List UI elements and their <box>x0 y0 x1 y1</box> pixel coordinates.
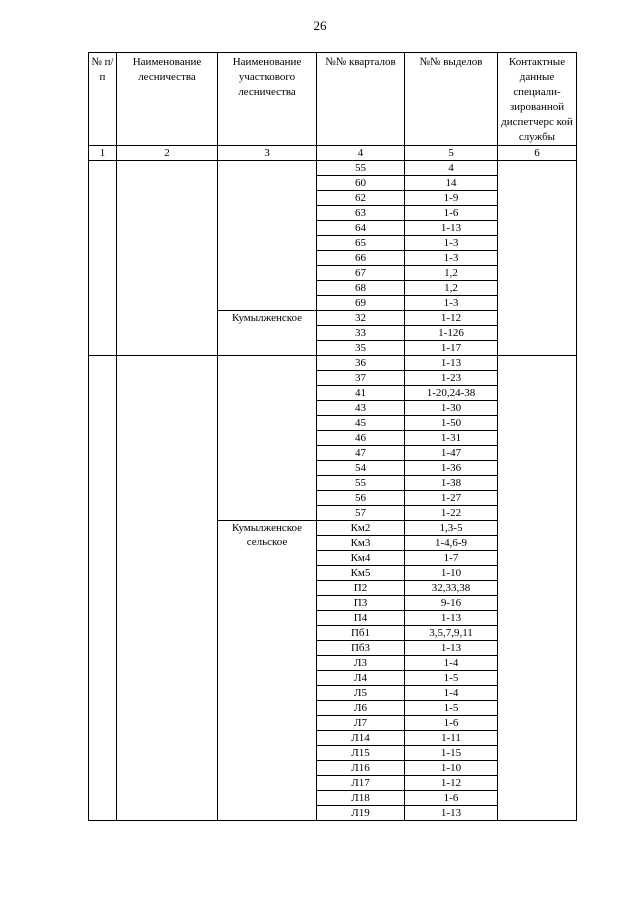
cell-plots: 1-27 <box>405 491 498 506</box>
cell-quarter: Км5 <box>317 566 405 581</box>
col-number: 4 <box>317 146 405 161</box>
header-contacts: Контактные данные специали-зированной диспетчерс кой службы <box>498 53 577 146</box>
cell-quarter: Л19 <box>317 806 405 821</box>
cell-plots: 1,2 <box>405 281 498 296</box>
cell-quarter: 66 <box>317 251 405 266</box>
cell-plots: 3,5,7,9,11 <box>405 626 498 641</box>
cell-quarter: 56 <box>317 491 405 506</box>
cell-plots: 1-22 <box>405 506 498 521</box>
cell-quarter: 65 <box>317 236 405 251</box>
cell-plots: 1-10 <box>405 566 498 581</box>
cell-quarter: 35 <box>317 341 405 356</box>
cell-quarter: 55 <box>317 476 405 491</box>
cell-plots: 1-3 <box>405 236 498 251</box>
cell-quarter: Л3 <box>317 656 405 671</box>
cell-quarter: 60 <box>317 176 405 191</box>
cell-district-forestry <box>218 161 317 311</box>
cell-plots: 1-11 <box>405 731 498 746</box>
cell-quarter: Л7 <box>317 716 405 731</box>
cell-plots: 1-13 <box>405 641 498 656</box>
cell-quarter: 68 <box>317 281 405 296</box>
cell-quarter: Км2 <box>317 521 405 536</box>
cell-quarter: 63 <box>317 206 405 221</box>
column-number-row <box>89 146 577 161</box>
col-number: 2 <box>117 146 218 161</box>
cell-plots: 1-20,24-38 <box>405 386 498 401</box>
cell-plots: 1-13 <box>405 356 498 371</box>
table-row <box>89 161 577 176</box>
cell-quarter: Л5 <box>317 686 405 701</box>
cell-plots: 9-16 <box>405 596 498 611</box>
cell-district-forestry-name <box>218 311 317 356</box>
page-number: 26 <box>313 18 327 33</box>
cell-plots: 1-4 <box>405 686 498 701</box>
cell-plots: 1-12 <box>405 776 498 791</box>
cell-quarter: П2 <box>317 581 405 596</box>
cell-quarter: 45 <box>317 416 405 431</box>
cell-plots: 1-3 <box>405 296 498 311</box>
header-row <box>89 53 577 146</box>
header-forestry-name: Наименование лесничества <box>117 53 218 146</box>
cell-quarter: Л18 <box>317 791 405 806</box>
cell-plots: 1-15 <box>405 746 498 761</box>
cell-quarter: Л15 <box>317 746 405 761</box>
cell-plots: 1-4,6-9 <box>405 536 498 551</box>
cell-quarter: Л6 <box>317 701 405 716</box>
cell-quarter: 46 <box>317 431 405 446</box>
header-district-forestry-name: Наименование участкового лесничества <box>218 53 317 146</box>
table-row <box>89 356 577 371</box>
cell-plots: 1-13 <box>405 611 498 626</box>
cell-quarter: 41 <box>317 386 405 401</box>
cell-district-forestry <box>218 356 317 521</box>
cell-quarter: Л16 <box>317 761 405 776</box>
cell-quarter: 69 <box>317 296 405 311</box>
cell-plots: 1-23 <box>405 371 498 386</box>
cell-plots: 1-50 <box>405 416 498 431</box>
header-quarters: №№ кварталов <box>317 53 405 146</box>
cell-forestry-name <box>117 161 218 356</box>
cell-contacts <box>498 356 577 821</box>
cell-quarter: 43 <box>317 401 405 416</box>
cell-plots: 14 <box>405 176 498 191</box>
cell-forestry-name <box>117 356 218 821</box>
cell-plots: 1-6 <box>405 791 498 806</box>
cell-quarter: Л14 <box>317 731 405 746</box>
col-number: 6 <box>498 146 577 161</box>
cell-quarter: 36 <box>317 356 405 371</box>
cell-quarter: 67 <box>317 266 405 281</box>
table-body <box>89 161 577 821</box>
cell-plots: 1-13 <box>405 806 498 821</box>
cell-quarter: П3 <box>317 596 405 611</box>
cell-plots: 1-9 <box>405 191 498 206</box>
cell-plots: 1-13 <box>405 221 498 236</box>
cell-quarter: 57 <box>317 506 405 521</box>
cell-plots: 1-10 <box>405 761 498 776</box>
cell-plots: 1-12 <box>405 311 498 326</box>
cell-plots: 1-30 <box>405 401 498 416</box>
header-plots: №№ выделов <box>405 53 498 146</box>
col-number: 5 <box>405 146 498 161</box>
cell-plots: 1-126 <box>405 326 498 341</box>
district-forestry-label: Кумылженское <box>231 522 303 534</box>
cell-plots: 1-7 <box>405 551 498 566</box>
cell-quarter: Пб1 <box>317 626 405 641</box>
district-forestry-label: сельское <box>246 536 288 548</box>
cell-number <box>89 161 117 356</box>
cell-quarter: Л4 <box>317 671 405 686</box>
cell-plots: 1-6 <box>405 206 498 221</box>
cell-plots: 1-47 <box>405 446 498 461</box>
forestry-table <box>88 52 577 821</box>
cell-plots: 1-6 <box>405 716 498 731</box>
cell-district-forestry-name <box>218 521 317 821</box>
cell-plots: 1,3-5 <box>405 521 498 536</box>
cell-plots: 1-31 <box>405 431 498 446</box>
cell-quarter: Л17 <box>317 776 405 791</box>
col-number: 3 <box>218 146 317 161</box>
cell-quarter: 54 <box>317 461 405 476</box>
cell-plots: 1-5 <box>405 701 498 716</box>
cell-quarter: Пб3 <box>317 641 405 656</box>
cell-plots: 1-38 <box>405 476 498 491</box>
cell-quarter: 32 <box>317 311 405 326</box>
district-forestry-label: Кумылженское <box>231 312 303 324</box>
cell-plots: 32,33,38 <box>405 581 498 596</box>
cell-quarter: 64 <box>317 221 405 236</box>
cell-plots: 1-3 <box>405 251 498 266</box>
cell-number <box>89 356 117 821</box>
cell-plots: 1,2 <box>405 266 498 281</box>
header-number: № п/п <box>89 53 117 146</box>
cell-quarter: П4 <box>317 611 405 626</box>
cell-quarter: 37 <box>317 371 405 386</box>
cell-plots: 1-4 <box>405 656 498 671</box>
cell-quarter: Км4 <box>317 551 405 566</box>
cell-quarter: Км3 <box>317 536 405 551</box>
cell-contacts <box>498 161 577 356</box>
cell-plots: 1-36 <box>405 461 498 476</box>
cell-plots: 1-5 <box>405 671 498 686</box>
cell-plots: 1-17 <box>405 341 498 356</box>
cell-plots: 4 <box>405 161 498 176</box>
cell-quarter: 62 <box>317 191 405 206</box>
cell-quarter: 47 <box>317 446 405 461</box>
cell-quarter: 33 <box>317 326 405 341</box>
cell-quarter: 55 <box>317 161 405 176</box>
col-number: 1 <box>89 146 117 161</box>
